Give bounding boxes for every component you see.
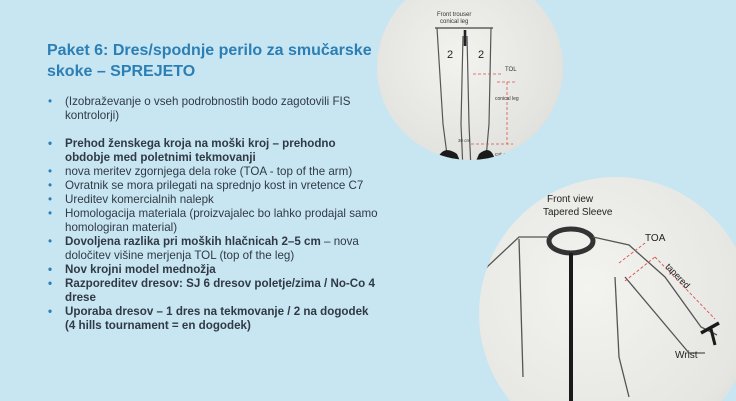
bullet-glyph: •: [48, 263, 53, 276]
left-leg-outer: [437, 28, 449, 160]
wrist-tick: [711, 329, 715, 345]
sleeve-diagram-photo: [479, 177, 736, 401]
label-wrist: Wrist: [675, 350, 698, 361]
bullet-item: [48, 165, 378, 179]
right-shoulder-top: [593, 237, 717, 335]
label-measure: 30 cm: [458, 138, 471, 143]
right-foot: [473, 150, 495, 160]
bullet-item: [48, 235, 378, 263]
bullet-text: Prehod ženskega kroja na moški kroj – prehodno obdobje med poletnimi tekmovanji: [65, 137, 336, 164]
bullet-text: Dovoljena razlika pri moških hlačnicah 2–5 cm – nova določitev višine merjenja TOL (top of the leg): [65, 235, 359, 262]
label-toa: TOA: [645, 233, 666, 244]
left-shoulder: [479, 237, 549, 287]
bullet-glyph: •: [48, 193, 53, 206]
bullet-glyph: •: [48, 95, 53, 108]
slide-title: Paket 6: Dres/spodnje perilo za smučarske skoke – SPREJETO: [47, 42, 372, 80]
bullet-list: [48, 95, 378, 333]
trouser-number-left: 2: [447, 49, 454, 61]
bullet-text: Uporaba dresov – 1 dres na tekmovanje / 2 na dogodek (4 hills tournament = en dogodek): [65, 305, 369, 332]
bullet-item: [48, 95, 378, 123]
bullet-item: [48, 207, 378, 235]
trouser-title-line2: conical leg: [440, 19, 469, 25]
sleeve-title-line2: Tapered Sleeve: [543, 207, 613, 218]
bullet-text: (Izobraževanje o vseh podrobnostih bodo zagotovili FIS kontrolorji): [65, 95, 351, 122]
bullet-item: [48, 263, 378, 277]
tapered-start-line: [625, 257, 655, 281]
bullet-glyph: •: [48, 207, 53, 220]
bullet-text: Ureditev komercialnih nalepk: [65, 193, 214, 206]
toa-line: [619, 243, 645, 263]
bullet-glyph: •: [48, 305, 53, 318]
left-body-line: [519, 239, 523, 377]
sleeve-diagram: [479, 177, 736, 401]
trouser-number-right: 2: [478, 49, 485, 61]
bullet-item: [48, 305, 378, 333]
bullet-text: Homologacija materiala (proizvajalec bo lahko prodajal samo homologiran material): [65, 207, 378, 234]
bullet-glyph: •: [48, 179, 53, 192]
label-tol: TOL: [505, 67, 517, 73]
bullet-item: [48, 277, 378, 305]
label-conical: conical leg: [495, 96, 519, 102]
left-foot: [437, 150, 463, 160]
trouser-diagram: [377, 0, 563, 160]
bullet-text: Nov krojni model mednožja: [65, 263, 216, 276]
bullet-glyph: •: [48, 277, 53, 290]
label-tapered: tapered: [663, 261, 692, 291]
bullet-glyph: •: [48, 165, 53, 178]
sleeve-title-line1: Front view: [547, 194, 594, 205]
bullet-glyph: •: [48, 137, 53, 150]
bullet-item: [48, 193, 378, 207]
label-cutout: cut-out: [495, 152, 511, 158]
bullet-glyph: •: [48, 235, 53, 248]
bullet-text: Razporeditev dresov: SJ 6 dresov poletje/zima / No-Co 4 drese: [65, 277, 375, 304]
bullet-text: Ovratnik se mora prilegati na sprednjo kost in vretence C7: [65, 179, 364, 192]
collar: [549, 229, 593, 253]
trouser-title-line1: Front trouser: [437, 12, 472, 18]
trouser-diagram-photo: [377, 0, 563, 160]
right-armpit-line: [615, 277, 629, 397]
bullet-text: nova meritev zgornjega dela roke (TOA - top of the arm): [65, 165, 353, 178]
right-leg-outer: [485, 28, 491, 160]
bullet-item: [48, 137, 378, 165]
bullet-item: [48, 179, 378, 193]
